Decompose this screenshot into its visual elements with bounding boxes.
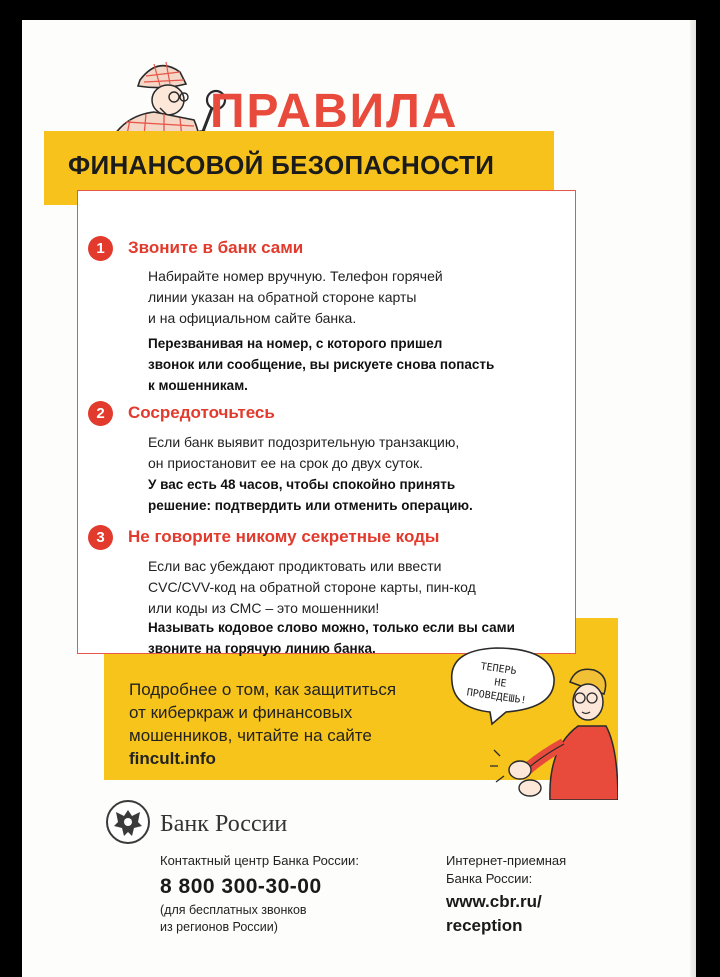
rule-3-heading: Не говорите никому секретные коды (128, 527, 440, 546)
rule-3-bold-line: звоните на горячую линию банка. (148, 641, 376, 656)
info-text (129, 678, 429, 770)
rule-3-text (148, 556, 588, 619)
rule-1-bold-line: к мошенникам. (148, 378, 248, 393)
contact-center-label: Контактный центр Банка России: (160, 853, 359, 868)
rule-3-number: 3 (88, 525, 113, 550)
phone-note-line: из регионов России) (160, 920, 278, 934)
web-link-line: reception (446, 916, 523, 935)
bubble-line-1: ТЕПЕРЬ (479, 661, 518, 678)
title-main: ПРАВИЛА (210, 85, 459, 138)
bank-of-russia-eagle-icon (104, 798, 152, 846)
rule-2-text-line: он приостановит ее на срок до двух суток. (148, 455, 424, 471)
fincult-link[interactable]: fincult.info (129, 749, 216, 768)
info-line: мошенников, читайте на сайте (129, 726, 372, 745)
web-link-line: www.cbr.ru/ (446, 892, 542, 911)
rule-1-text-line: Набирайте номер вручную. Телефон горячей (148, 268, 443, 284)
rule-1-bold-line: Перезванивая на номер, с которого пришел (148, 336, 443, 351)
rule-1-bold-line: звонок или сообщение, вы рискуете снова попасть (148, 357, 495, 372)
rule-2-text-line: Если банк выявит подозрительную транзакцию, (148, 434, 460, 450)
phone-note-line: (для бесплатных звонков (160, 903, 307, 917)
info-line: Подробнее о том, как защититься (129, 680, 397, 699)
bank-name: Банк России (160, 811, 288, 837)
cbr-reception-link[interactable] (446, 890, 596, 938)
bubble-line-3: ПРОВЕДЕШЬ! (465, 687, 528, 707)
rule-1-text (148, 266, 588, 329)
title-subtitle: ФИНАНСОВОЙ БЕЗОПАСНОСТИ (68, 150, 495, 180)
rule-1-bold (148, 333, 598, 396)
bubble-line-2: НЕ (493, 677, 508, 690)
rule-3-text-line: Если вас убеждают продиктовать или ввести (148, 558, 442, 574)
rule-2-text (148, 432, 588, 474)
rule-2-bold-line: решение: подтвердить или отменить операцию. (148, 498, 473, 513)
rule-3-text-line: CVC/CVV-код на обратной стороне карты, пин-код (148, 579, 476, 595)
rule-3-text-line: или коды из СМС – это мошенники! (148, 600, 380, 616)
person-illustration-icon (486, 652, 618, 800)
rule-3-bold-line: Называть кодовое слово можно, только если вы сами (148, 620, 515, 635)
web-label-line: Интернет-приемная (446, 853, 567, 868)
hotline-phone[interactable]: 8 800 300-30-00 (160, 875, 322, 898)
rule-2-number: 2 (88, 401, 113, 426)
rule-2-bold-line: У вас есть 48 часов, чтобы спокойно принять (148, 477, 456, 492)
web-reception-label (446, 852, 606, 888)
rule-2-heading: Сосредоточьтесь (128, 403, 275, 422)
rule-1-text-line: и на официальном сайте банка. (148, 310, 357, 326)
rule-2-bold (148, 474, 598, 516)
info-line: от киберкраж и финансовых (129, 703, 353, 722)
phone-note (160, 902, 370, 936)
rule-1-heading: Звоните в банк сами (128, 238, 304, 257)
rule-1-number: 1 (88, 236, 113, 261)
rule-1-text-line: линии указан на обратной стороне карты (148, 289, 417, 305)
page-edge (690, 20, 696, 977)
web-label-line: Банка России: (446, 871, 533, 886)
